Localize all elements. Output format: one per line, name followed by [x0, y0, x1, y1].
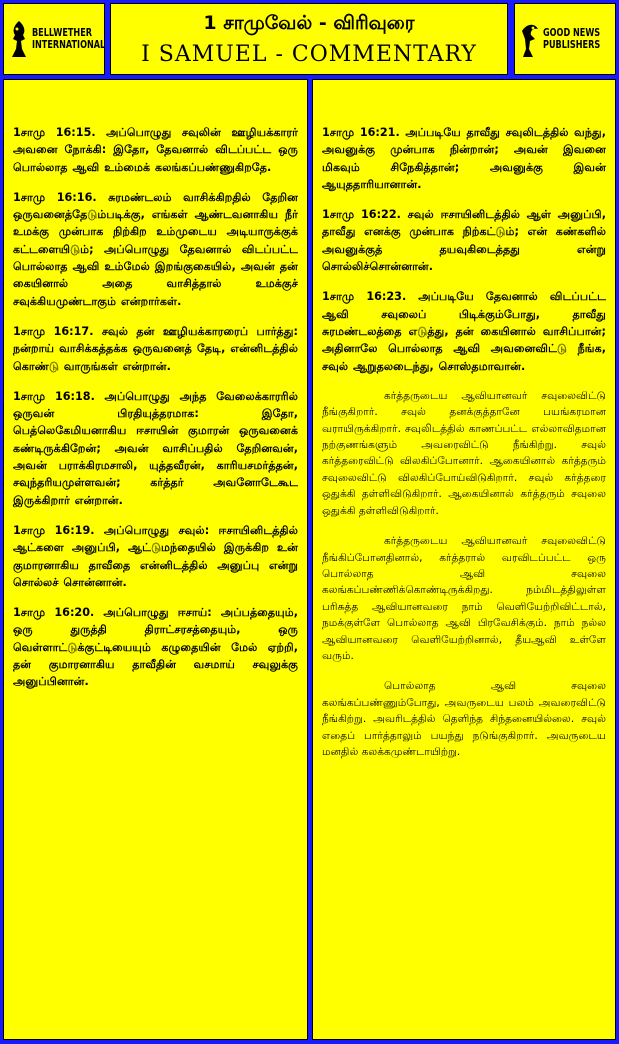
verse-16-19: 1சாமு 16:19. அப்பொழுது சவுல்: ஈசாயினிடத்தில் ஆட்களை அனுப்பி, ஆட்டுமந்தையில் இருக்கிற உன் குமாரனாகிய தாவீதை என்னிடத்தில் அனுப்பு என்று சொல்லச் சொன்னான்.: [13, 523, 298, 589]
good-news-bird-icon: [519, 19, 541, 59]
logo-left-line2: INTERNATIONAL: [32, 38, 106, 51]
verse-16-17: 1சாமு 16:17. சவுல் தன் ஊழியக்காரரைப் பார்த்து: நன்றாய் வாசிக்கத்தக்க ஒருவனைத் தேடி, என்னிடத்தில் கொண்டு வாருங்கள் என்றான்.: [13, 324, 298, 373]
right-column: [312, 79, 616, 1040]
page-title-tamil: 1 சாமுவேல் - விரிவுரை: [203, 12, 415, 34]
left-column: [3, 79, 308, 1040]
title-banner: [110, 3, 508, 75]
verse-16-21: 1சாமு 16:21. அப்படியே தாவீது சவுலிடத்தில் வந்து, அவனுக்கு முன்பாக நின்றான்; அவன் இவனை மிகவும் சிநேகித்தான்; அவனுக்கு இவன் ஆயுததாரியானான்.: [322, 126, 606, 191]
bellwether-logo: [3, 3, 105, 75]
commentary-paragraph-1: கர்த்தருடைய ஆவியானவர் சவுலைவிட்டு நீங்குகிறார். சவுல் தனக்குத்தானே பயங்கரமான வராயிருக்கிறார். சவுலிடத்தில் காணப்பட்ட எல்லாவிதமான நற்குணங்களும் அவரைவிட்டு நீங்கிற்று. சவுல் கர்த்தரைவிட்டு விலகிப்போனார். ஆகையினால் கர்த்தரும் சவுலைவிட்டு விலகிப்போய்விடுகிறார். சவுல் கர்த்தரை ஒதுக்கி தள்ளிவிடுகிறார். ஆகையினால் கர்த்தரும் சவுலை ஒதுக்கி தள்ளிவிடுகிறார்.: [322, 389, 606, 517]
logo-right-line2: PUBLISHERS: [543, 38, 601, 51]
verse-16-22: 1சாமு 16:22. சவுல் ஈசாயினிடத்தில் ஆள் அனுப்பி, தாவீது எனக்கு முன்பாக நிற்கட்டும்; என் கண்களில் அவனுக்குத் தயவுகிடைத்தது என்று சொல்லிச்சொன்னான்.: [322, 208, 606, 274]
verse-16-18: 1சாமு 16:18. அப்பொழுது அந்த வேலைக்காரரில் ஒருவன் பிரதியுத்தரமாக: இதோ, பெத்லெகேமியனாகிய ஈசாயின் குமாரன் ஒருவனைக் கண்டிருக்கிறேன்; அவன் வாசிப்பதில் தேறினவன், அவன் பராக்கிரமசாலி, யுத்தவீரன், காரியசமர்த்தன், சவுந்தரியமுள்ளவன்; கர்த்தர் அவனோடேகூட இருக்கிறார் என்றான்.: [13, 389, 298, 507]
bellwether-ram-icon: [8, 19, 30, 59]
verse-16-23: 1சாமு 16:23. அப்படியே தேவனால் விடப்பட்ட ஆவி சவுலைப் பிடிக்கும்போது, தாவீது சுரமண்டலத்தை எடுத்து, தன் கையினால் வாசிப்பான்; அதினாலே பொல்லாத ஆவி அவனைவிட்டு நீங்க, சவுல் ஆறுதலடைந்து, சொஸ்தமாவான்.: [322, 290, 606, 373]
commentary-paragraph-3: பொல்லாத ஆவி சவுலை கலங்கப்பண்ணும்போது, அவருடைய பலம் அவரைவிட்டு நீங்கிற்று. அவரிடத்தில் தெளிந்த சிந்தனையில்லை. சவுல் எதைப் பார்த்தாலும் பயந்து நடுங்குகிறார். அவருடைய மனதில் கலக்கமுண்டாயிற்று.: [322, 680, 606, 758]
good-news-logo: [514, 3, 616, 75]
commentary-paragraph-2: கர்த்தருடைய ஆவியானவர் சவுலைவிட்டு நீங்கிப்போனதினால், கர்த்தரால் வரவிடப்பட்ட ஒரு பொல்லாத ஆவி சவுலை கலங்கப்பண்ணிக்கொண்டிருக்கிறது. நம்மிடத்திலுள்ள பரிசுத்த ஆவியானவரை நாம் வெளியேற்றிவிட்டால், நமக்குள்ளே பொல்லாத ஆவி பிரவேசிக்கும். நாம் நல்ல ஆவியானவரை வெளியேற்றினால், தீயஆவி உள்ளே வரும்.: [322, 535, 606, 662]
verse-16-20: 1சாமு 16:20. அப்பொழுது ஈசாய்: அப்பத்தையும், ஒரு துருத்தி திராட்சரசத்தையும், ஒரு வெள்ளாட்டுக்குட்டியையும் கழுதையின் மேல் ஏற்றி, தன் குமாரனாகிய தாவீதின் வசமாய் சவுலுக்கு அனுப்பினான்.: [13, 606, 298, 689]
logo-right-line1: GOOD NEWS: [543, 26, 601, 39]
verse-16-16: 1சாமு 16:16. சுரமண்டலம் வாசிக்கிறதில் தேறின ஒருவனைத்தேடும்படிக்கு, எங்கள் ஆண்டவனாகிய நீர் உமக்கு முன்பாக நிற்கிற உம்முடைய அடியாருக்குக் கட்டளையிடும்; அப்பொழுது தேவனால் விடப்பட்ட பொல்லாத ஆவி உம்மேல் இறங்குகையில், அவன் தன் கையினால் அதை வாசித்தால் உமக்குச் சவுக்கியமுண்டாகும் என்றார்கள்.: [13, 190, 298, 308]
page-title-english: I SAMUEL - COMMENTARY: [141, 42, 477, 67]
verse-16-15: 1சாமு 16:15. அப்பொழுது சவுலின் ஊழியக்காரர் அவனை நோக்கி: இதோ, தேவனால் விடப்பட்ட ஒரு பொல்லாத ஆவி உம்மைக் கலங்கப்பண்ணுகிறதே.: [13, 126, 298, 174]
logo-left-line1: BELLWETHER: [32, 26, 93, 39]
